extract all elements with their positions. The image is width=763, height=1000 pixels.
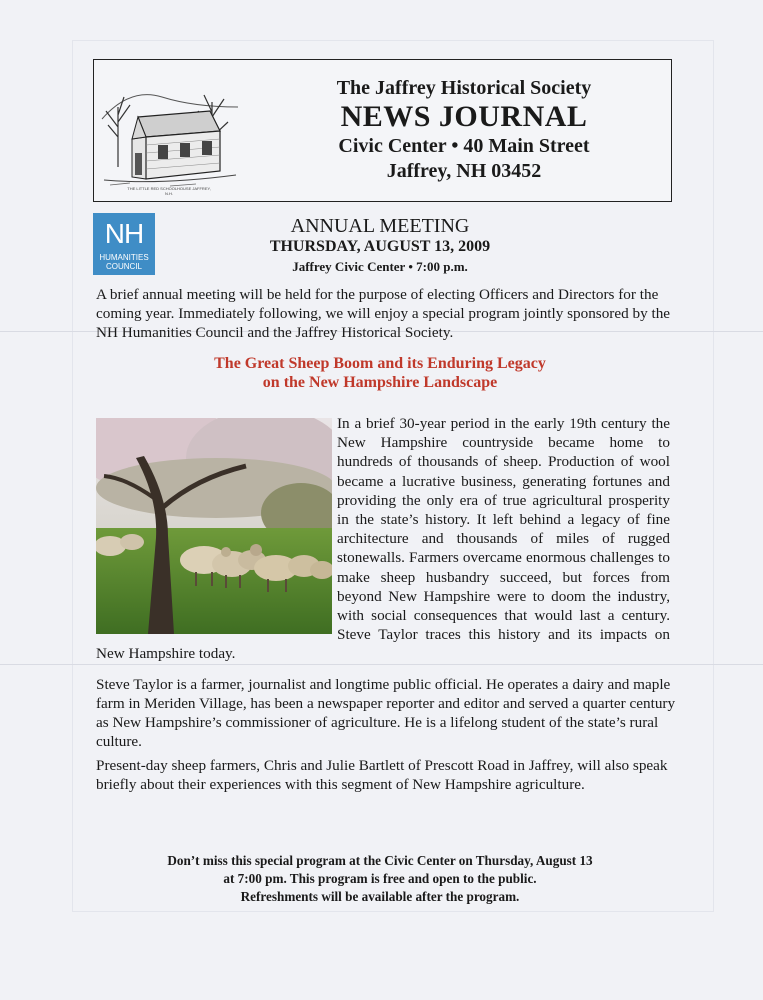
meeting-title: ANNUAL MEETING <box>290 215 470 237</box>
schoolhouse-sketch <box>100 67 240 195</box>
journal-title: NEWS JOURNAL <box>340 100 588 133</box>
meeting-date: THURSDAY, AUGUST 13, 2009 <box>269 238 491 255</box>
farmers-paragraph: Present-day sheep farmers, Chris and Julie Bartlett of Prescott Road in Jaffrey, will also speak briefly about their experiences with this segment of New Hampshire agriculture. <box>96 757 668 793</box>
society-name: The Jaffrey Historical Society <box>336 77 592 99</box>
address-line-1: Civic Center • 40 Main Street <box>338 135 590 157</box>
meeting-place: Jaffrey Civic Center • 7:00 p.m. <box>292 259 468 274</box>
logo-letters: NH <box>104 218 144 249</box>
closing-note <box>110 852 650 906</box>
closing-line-3: Refreshments will be available after the program. <box>240 889 520 904</box>
photo-spacer <box>96 414 337 634</box>
program-description <box>96 414 670 664</box>
program-title-line-1: The Great Sheep Boom and its Enduring Legacy <box>214 355 546 372</box>
closing-line-2: at 7:00 pm. This program is free and open to the public. <box>223 871 537 886</box>
intro-paragraph: A brief annual meeting will be held for the purpose of electing Officers and Directors for the coming year. Immediately following, we will enjoy a special program jointly sponsored by the NH Humanities Council and the Jaffrey Historical Society. <box>96 286 671 341</box>
speaker-bio-paragraph: Steve Taylor is a farmer, journalist and longtime public official. He operates a dairy and maple farm in Meriden Village, has been a newspaper reporter and editor and served a quarter century as New Hampshire’s commissioner of agriculture. He is a lifelong student of the state’s rural culture. <box>96 676 676 750</box>
nh-humanities-logo <box>93 213 155 275</box>
program-title-line-2: on the New Hampshire Landscape <box>262 374 498 391</box>
closing-line-1: Don’t miss this special program at the Civic Center on Thursday, August 13 <box>167 853 593 868</box>
fold-line <box>0 664 763 665</box>
program-title <box>130 354 630 392</box>
logo-word-1: HUMANITIES <box>99 253 149 262</box>
masthead <box>274 76 654 184</box>
masthead-box <box>93 59 672 202</box>
annual-meeting-heading <box>230 215 530 277</box>
logo-word-2: COUNCIL <box>105 262 142 271</box>
address-line-2: Jaffrey, NH 03452 <box>386 160 542 182</box>
program-description-text: In a brief 30-year period in the early 19th century the New Hampshire countryside became home to hundreds of thousands of sheep. Production of wool became a lucrative business, generating fortunes and providing the only era of true agricultural prosperity in the state’s history. It left behind a legacy of fine architecture and thousands of miles of rugged stonewalls. Farmers overcame enormous challenges to make sheep husbandry succeed, but forces from beyond New Hampshire were to doom the industry, with social consequences that would last a century. Steve Taylor traces this history and its impacts on New Hampshire today. <box>96 415 670 663</box>
sketch-caption: THE LITTLE RED SCHOOLHOUSE JAFFREY, N.H. <box>127 186 211 196</box>
